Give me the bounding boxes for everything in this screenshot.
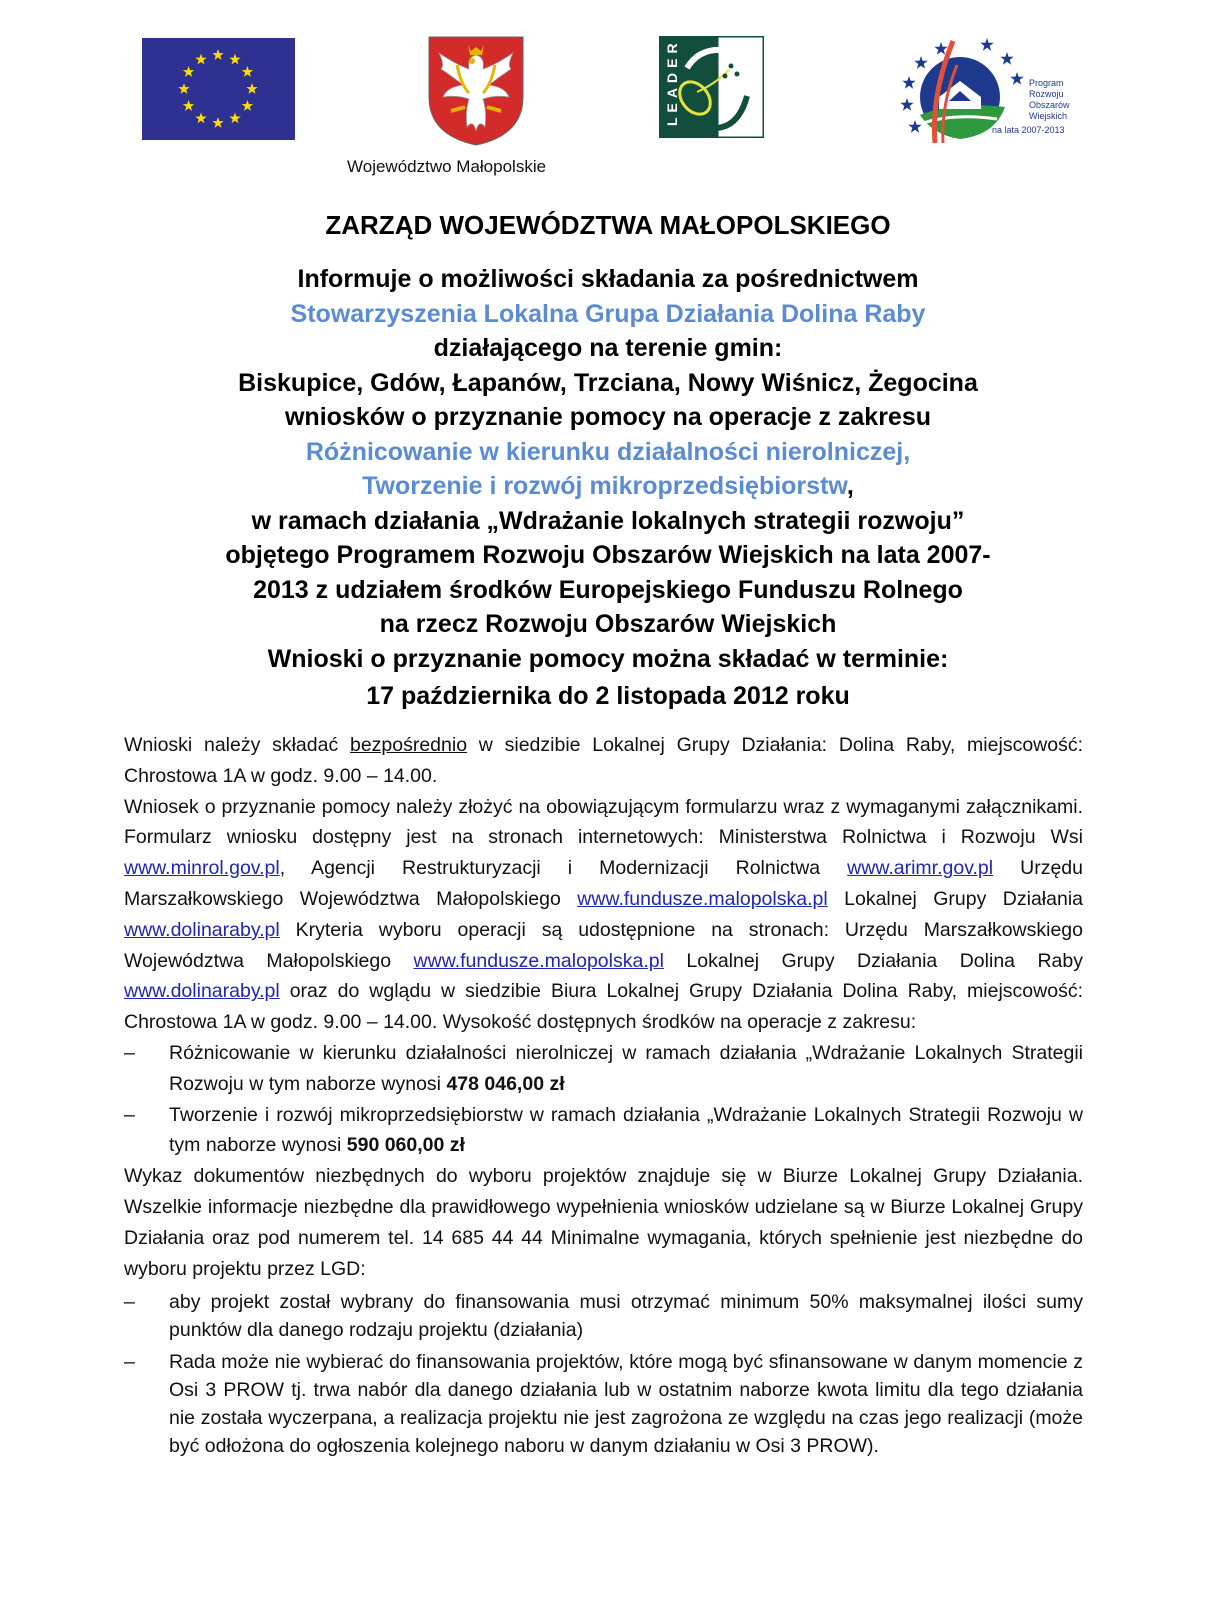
text: Urzędu Marszałkowskiego Województwa Małopolskiego xyxy=(124,857,1083,910)
header-line-communes: Biskupice, Gdów, Łapanów, Trzciana, Nowy Wiśnicz, Żegocina xyxy=(238,368,978,397)
star-icon xyxy=(1010,72,1023,85)
header-line: Wnioski o przyznanie pomocy można składać w terminie: xyxy=(267,644,949,673)
comma: , xyxy=(846,472,854,500)
requirement-list-item xyxy=(124,1348,1083,1460)
header-line: wniosków o przyznanie pomocy na operacje z zakresu xyxy=(284,403,932,431)
header-line: Informuje o możliwości składania za pośrednictwem xyxy=(297,265,919,293)
prow-logo-text: Wiejskich xyxy=(1029,111,1068,121)
malopolska-coat-of-arms-logo xyxy=(427,35,525,147)
link-dolinaraby-2[interactable]: www.dolinaraby.pl xyxy=(124,980,280,1003)
text: Różnicowanie w kierunku działalności nierolniczej w ramach działania „Wdrażanie Lokalnych Strategii Rozwoju w tym naborze wynosi xyxy=(169,1041,1083,1095)
star-icon xyxy=(178,83,189,94)
page-title: ZARZĄD WOJEWÓDZTWA MAŁOPOLSKIEGO xyxy=(325,210,891,240)
link-fundusze-malopolska-2[interactable]: www.fundusze.malopolska.pl xyxy=(413,949,664,972)
requirement-list-item xyxy=(124,1288,1083,1344)
header-line: 2013 z udziałem środków Europejskiego Funduszu Rolnego xyxy=(253,575,963,604)
text: aby projekt został wybrany do finansowania musi otrzymać minimum 50% maksymalnej ilości sumy punktów dla danego rodzaju projektu (działania) xyxy=(169,1291,1083,1342)
operation-name: Tworzenie i rozwój mikroprzedsiębiorstw xyxy=(362,472,847,500)
star-icon xyxy=(902,76,915,89)
prow-logo xyxy=(895,35,1080,150)
star-icon xyxy=(212,117,223,128)
text: Tworzenie i rozwój mikroprzedsiębiorstw w ramach działania „Wdrażanie Lokalnych Strategii Rozwoju w tym naborze wynosi xyxy=(169,1103,1083,1157)
text: , Agencji Restrukturyzacji i Modernizacji Rolnictwa xyxy=(279,857,848,880)
link-fundusze-malopolska[interactable]: www.fundusze.malopolska.pl xyxy=(577,887,828,910)
star-icon xyxy=(914,56,927,69)
eu-stars-icon xyxy=(142,38,295,140)
announcement-header xyxy=(0,262,1216,676)
underlined-text: bezpośrednio xyxy=(349,734,468,756)
star-icon xyxy=(183,66,195,77)
leader-logo-text: LEADER xyxy=(664,38,680,126)
header-line-operation: Różnicowanie w kierunku działalności nierolniczej, xyxy=(305,437,911,466)
text: Lokalnej Grupy Działania Dolina Raby xyxy=(663,949,1083,972)
funding-list-item xyxy=(124,1038,1083,1100)
leader-logo xyxy=(659,36,764,138)
header-line: w ramach działania „Wdrażanie lokalnych strategii rozwoju” xyxy=(251,506,965,535)
prow-logo-text: Obszarów xyxy=(1029,100,1070,110)
text: Kryteria wyboru operacji są udostępnione na stronach: Urzędu Marszałkowskiego Województwa Małopolskiego xyxy=(124,918,1083,972)
dash-bullet: – xyxy=(124,1041,135,1064)
eu-flag-logo xyxy=(142,38,295,140)
dash-bullet: – xyxy=(124,1351,135,1374)
paragraph-forms xyxy=(124,792,1083,1038)
funding-list-item xyxy=(124,1100,1083,1162)
star-icon xyxy=(212,49,223,60)
amount: 590 060,00 zł xyxy=(346,1134,465,1157)
star-icon xyxy=(229,112,240,123)
link-dolinaraby[interactable]: www.dolinaraby.pl xyxy=(124,918,280,941)
star-icon xyxy=(934,42,947,55)
paragraph-documents: Wykaz dokumentów niezbędnych do wyboru projektów znajduje się w Biurze Lokalnej Grupy Działania. Wszelkie informacje niezbędne dla prawidłowego wypełnienia wniosków udzielane są w Biurze Lokalnej Grupy Działania oraz pod numerem tel. 14 685 44 44 Minimalne wymagania, których spełnienie jest niezbędne do wyboru projektu przez LGD: xyxy=(124,1165,1083,1280)
star-icon xyxy=(1000,52,1013,65)
text: oraz do wglądu w siedzibie Biura Lokalnej Grupy Działania Dolina Raby, miejscowość: Chrostowa 1A w godz. 9.00 – 14.00. Wysokość dostępnych środków na operacje z zakresu: xyxy=(124,980,1083,1034)
announcement-body xyxy=(124,730,1083,1460)
star-icon xyxy=(183,100,195,111)
amount: 478 046,00 zł xyxy=(446,1072,565,1095)
header-line: objętego Programem Rozwoju Obszarów Wiejskich na lata 2007- xyxy=(225,541,991,569)
paragraph-submission xyxy=(124,730,1083,792)
link-arimr[interactable]: www.arimr.gov.pl xyxy=(847,857,994,880)
dash-bullet: – xyxy=(124,1291,135,1314)
header-line: na rzecz Rozwoju Obszarów Wiejskich xyxy=(379,610,837,638)
text: Lokalnej Grupy Działania xyxy=(827,887,1083,910)
prow-logo-text: Rozwoju xyxy=(1029,89,1064,99)
star-icon xyxy=(229,54,240,65)
header-line: działającego na terenie gmin: xyxy=(433,334,783,362)
prow-logo-text: Program xyxy=(1029,78,1064,88)
link-minrol[interactable]: www.minrol.gov.pl xyxy=(124,857,280,880)
star-icon xyxy=(980,38,993,51)
prow-logo-years: na lata 2007-2013 xyxy=(992,125,1065,135)
header-line-operation-2 xyxy=(0,469,1216,504)
dash-bullet: – xyxy=(124,1103,135,1126)
deadline-date: 17 października do 2 listopada 2012 roku xyxy=(366,682,850,710)
star-icon xyxy=(900,98,913,111)
header-line-organization: Stowarzyszenia Lokalna Grupa Działania Dolina Raby xyxy=(290,299,926,328)
star-icon xyxy=(246,83,257,94)
text: Rada może nie wybierać do finansowania projektów, które mogą być sfinansowane w danym momencie z Osi 3 PROW tj. trwa nabór dla danego działania lub w ostatnim naborze kwota limitu dla tego działania nie została wyczerpana, a realizacja projektu nie jest zagrożona ze względu na czas jego realizacji (może być odłożona do ogłoszenia kolejnego naboru w danym działaniu w Osi 3 PROW). xyxy=(169,1351,1083,1458)
text: Wnioski należy składać xyxy=(124,734,350,756)
region-caption: Województwo Małopolskie xyxy=(347,157,547,176)
text: Wniosek o przyznanie pomocy należy złożyć na obowiązującym formularzu wraz z wymaganymi załącznikami. Formularz wniosku dostępny jest na stronach internetowych: Ministerstwa Rolnictwa i Rozwoju Wsi xyxy=(124,795,1083,849)
star-icon xyxy=(195,112,206,123)
star-icon xyxy=(242,66,254,77)
star-icon xyxy=(195,54,206,65)
text: w siedzibie Lokalnej Grupy Działania: Dolina Raby, miejscowość: Chrostowa 1A w godz. 9.00 – 14.00. xyxy=(124,734,1084,787)
star-icon xyxy=(242,100,254,111)
star-icon xyxy=(908,120,921,133)
